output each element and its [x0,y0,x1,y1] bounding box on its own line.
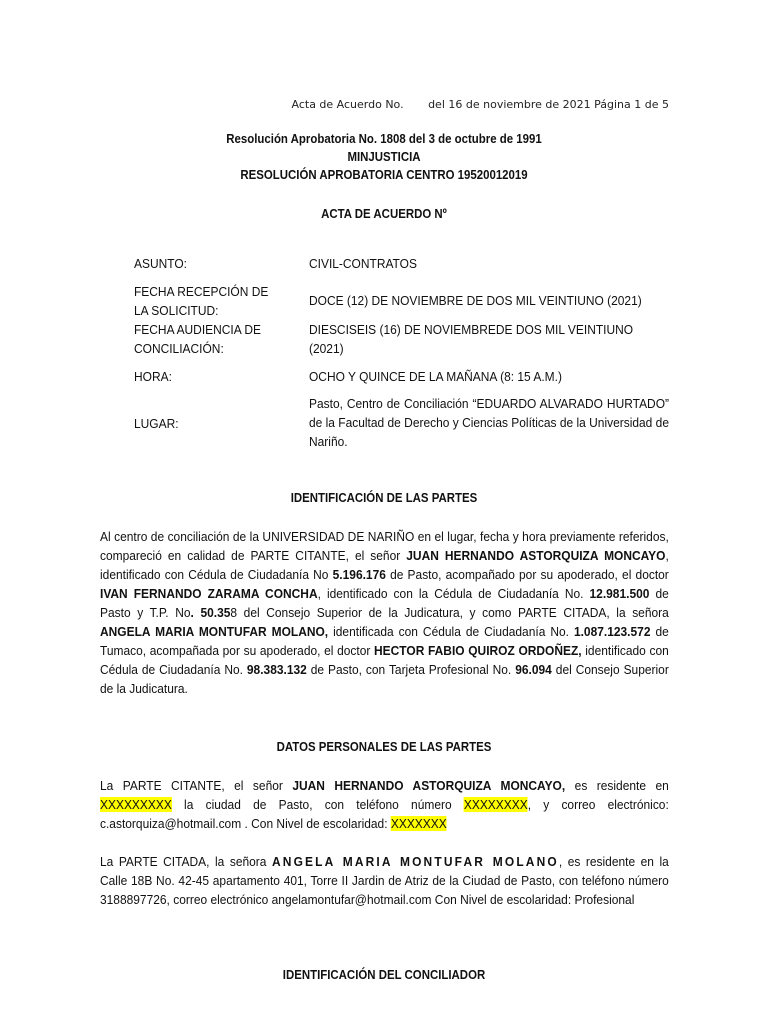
acta-title: ACTA DE ACUERDO Nº [321,206,447,221]
highlighted-placeholder: XXXXXXXXX [100,797,172,812]
resolution-line: Resolución Aprobatoria No. 1808 del 3 de octubre de 1991 [226,131,542,146]
bold-run: 12.981.500 [589,586,650,601]
text-run: , identificado con la Cédula de Ciudadanía No. [317,586,590,601]
text-run: , identificado con Cédula de Ciudadanía No [100,548,669,582]
bold-run: 96.094 [515,662,552,677]
text-run: de Pasto, con Tarjeta Profesional No. [306,662,516,677]
text-run: de Pasto, acompañado por su apoderado, el doctor [385,567,669,582]
recepcion-value: DOCE (12) DE NOVIEMBRE DE DOS MIL VEINTIUNO (2021) [309,293,642,308]
datos-title: DATOS PERSONALES DE LAS PARTES [276,739,492,754]
text-run: , y correo electrónico: c.astorquiza@hotmail.com . Con Nivel de escolaridad: [100,797,669,831]
audiencia-value: DIESCISEIS (16) DE NOVIEMBREDE DOS MIL VEINTIUNO (2021) [309,322,634,356]
bold-run: JUAN HERNANDO ASTORQUIZA MONCAYO, [292,778,566,793]
bold-run: IVAN FERNANDO ZARAMA CONCHA [100,586,318,601]
bold-run: JUAN HERNANDO ASTORQUIZA MONCAYO [406,548,666,563]
text-run: del Consejo Superior de la Judicatura. [100,662,669,696]
highlighted-placeholder: XXXXXXXX [463,797,528,812]
hora-label: HORA: [134,369,172,384]
text-run: de Tumaco, acompañada por su apoderado, el doctor [100,624,669,658]
bold-run: ANGELA MARIA MONTUFAR MOLANO, [100,624,329,639]
recepcion-label: FECHA RECEPCIÓN DE LA SOLICITUD: [134,284,269,318]
audiencia-label: FECHA AUDIENCIA DE CONCILIACIÓN: [134,322,262,356]
datos-citada-paragraph [100,852,669,909]
datos-citante-paragraph [100,776,669,833]
identificacion-paragraph [100,527,669,698]
hora-value: OCHO Y QUINCE DE LA MAÑANA (8: 15 A.M.) [309,369,562,384]
bold-run: 1.087.123.572 [573,624,651,639]
text-run: identificado con Cédula de Ciudadanía No. [100,643,669,677]
text-run: La PARTE CITANTE, el señor [100,778,293,793]
running-header: Acta de Acuerdo No. del 16 de noviembre de 2021 Página 1 de 5 [291,98,669,111]
text-run: Al centro de conciliación de la UNIVERSIDAD DE NARIÑO en el lugar, fecha y hora previamente referidos, compareció en calidad de PARTE CITANTE, el señor [100,529,669,563]
text-run: 8 del Consejo Superior de la Judicatura, y como PARTE CITADA, la señora [230,605,669,620]
ministry-line: MINJUSTICIA [347,149,421,164]
bold-run: HECTOR FABIO QUIROZ ORDOÑEZ, [374,643,582,658]
center-resolution-line: RESOLUCIÓN APROBATORIA CENTRO 19520012019 [240,167,528,182]
text-run: , es residente en la Calle 18B No. 42-45 apartamento 401, Torre II Jardin de Atriz de la Ciudad de Pasto, con teléfono número 3188897726, correo electrónico angelamontufar@hotmail.com Con Nivel de escolaridad: Profesional [100,854,669,907]
title-block [0,130,768,184]
text-run: la ciudad de Pasto, con teléfono número [171,797,464,812]
lugar-label: LUGAR: [134,416,179,431]
bold-run: 98.383.132 [246,662,307,677]
asunto-value: CIVIL-CONTRATOS [309,256,417,271]
asunto-label: ASUNTO: [134,256,187,271]
text-run: identificada con Cédula de Ciudadanía No. [328,624,574,639]
text-run: La PARTE CITADA, la señora [100,854,272,869]
highlighted-placeholder: XXXXXXX [390,816,447,831]
lugar-value: Pasto, Centro de Conciliación “EDUARDO ALVARADO HURTADO” de la Facultad de Derecho y Ciencias Políticas de la Universidad de Nariño. [309,396,669,449]
identificacion-title: IDENTIFICACIÓN DE LAS PARTES [290,490,478,505]
bold-run: 5.196.176 [332,567,386,582]
conciliador-title: IDENTIFICACIÓN DEL CONCILIADOR [282,967,486,982]
spaced-bold-run: ANGELA MARIA MONTUFAR MOLANO [271,854,559,869]
text-run: es residente en [565,778,669,793]
text-run: de Pasto y T.P. No [100,586,669,620]
bold-run: . 50.35 [190,605,231,620]
